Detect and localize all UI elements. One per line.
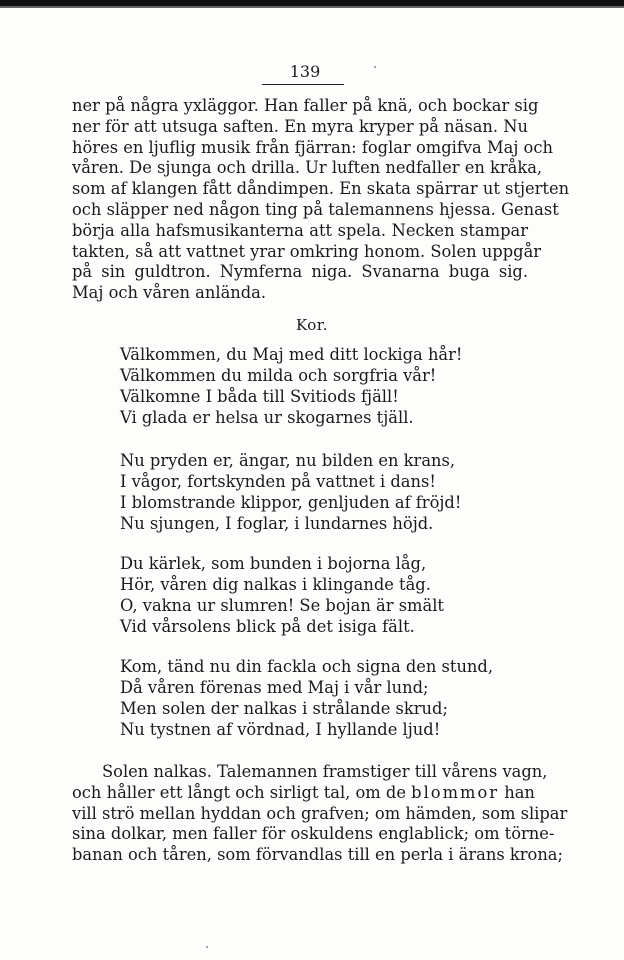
verse-line: Vid vårsolens blick på det isiga fält.: [120, 617, 415, 636]
spaced-word: blommor: [411, 782, 500, 802]
page-number: 139: [289, 62, 321, 81]
verse-line: Välkomne I båda till Svitiods fjäll!: [120, 387, 399, 406]
text-line: ner för att utsuga saften. En myra kryper på näsan. Nu: [72, 116, 528, 136]
paper-speck: [374, 66, 376, 68]
verse-line: I blomstrande klippor, genljuden af fröjd!: [120, 493, 462, 512]
text-line: [72, 782, 535, 804]
stanza-3: [120, 553, 444, 637]
verse-line: Hör, våren dig nalkas i klingande tåg.: [120, 575, 431, 594]
verse-line: I vågor, fortskynden på vattnet i dans!: [120, 472, 436, 491]
text-line: sina dolkar, men faller för oskuldens englablick; om törne-: [72, 824, 555, 844]
closing-paragraph: [72, 762, 568, 866]
verse-line: Nu tystnen af vördnad, I hyllande ljud!: [120, 720, 441, 739]
text-line: Solen nalkas. Talemannen framstiger till vårens vagn,: [102, 762, 548, 781]
intro-paragraph: [72, 96, 570, 304]
text-line: som af klangen fått dåndimpen. En skata spärrar ut stjerten: [72, 179, 570, 199]
chorus-heading: Kor.: [295, 316, 329, 334]
text-line: vill strö mellan hyddan och grafven; om hämden, som slipar: [72, 803, 568, 823]
text-line: på sin guldtron. Nymferna niga. Svanarna buga sig.: [72, 262, 528, 282]
verse-line: O, vakna ur slumren! Se bojan är smält: [120, 596, 444, 615]
verse-line: Välkommen du milda och sorgfria vår!: [120, 366, 437, 385]
text-line: höres en ljuflig musik från fjärran: foglar omgifva Maj och: [72, 137, 553, 157]
page-top-border-shadow: [0, 6, 624, 8]
text-line: banan och tåren, som förvandlas till en perla i ärans krona;: [72, 845, 563, 865]
verse-line: Du kärlek, som bunden i bojorna låg,: [120, 554, 427, 573]
verse-line: Nu sjungen, I foglar, i lundarnes höjd.: [120, 514, 434, 533]
verse-line: Nu pryden er, ängar, nu bilden en krans,: [120, 451, 456, 470]
page-number-rule: [262, 84, 344, 85]
text-fragment: han: [499, 782, 535, 802]
text-line: takten, så att vattnet yrar omkring honom. Solen uppgår: [72, 241, 542, 261]
text-line: ner på några yxläggor. Han faller på knä, och bockar sig: [72, 96, 539, 115]
text-line: och släpper ned någon ting på talemannens hjessa. Genast: [72, 199, 559, 219]
text-line: Maj och våren anlända.: [72, 283, 267, 303]
verse-line: Men solen der nalkas i strålande skrud;: [120, 699, 448, 718]
verse-line: Då våren förenas med Maj i vår lund;: [120, 678, 429, 697]
text-fragment: och håller ett långt och sirligt tal, om de: [72, 782, 412, 802]
paper-speck: [206, 946, 208, 948]
text-line: våren. De sjunga och drilla. Ur luften nedfaller en kråka,: [72, 158, 543, 178]
verse-line: Kom, tänd nu din fackla och signa den stund,: [120, 657, 494, 676]
verse-line: Vi glada er helsa ur skogarnes tjäll.: [120, 408, 414, 427]
text-line: börja alla hafsmusikanterna att spela. Necken stampar: [72, 220, 528, 240]
stanza-4: [120, 656, 493, 740]
stanza-1: [120, 344, 462, 428]
stanza-2: [120, 450, 461, 534]
verse-line: Välkommen, du Maj med ditt lockiga hår!: [120, 345, 463, 364]
